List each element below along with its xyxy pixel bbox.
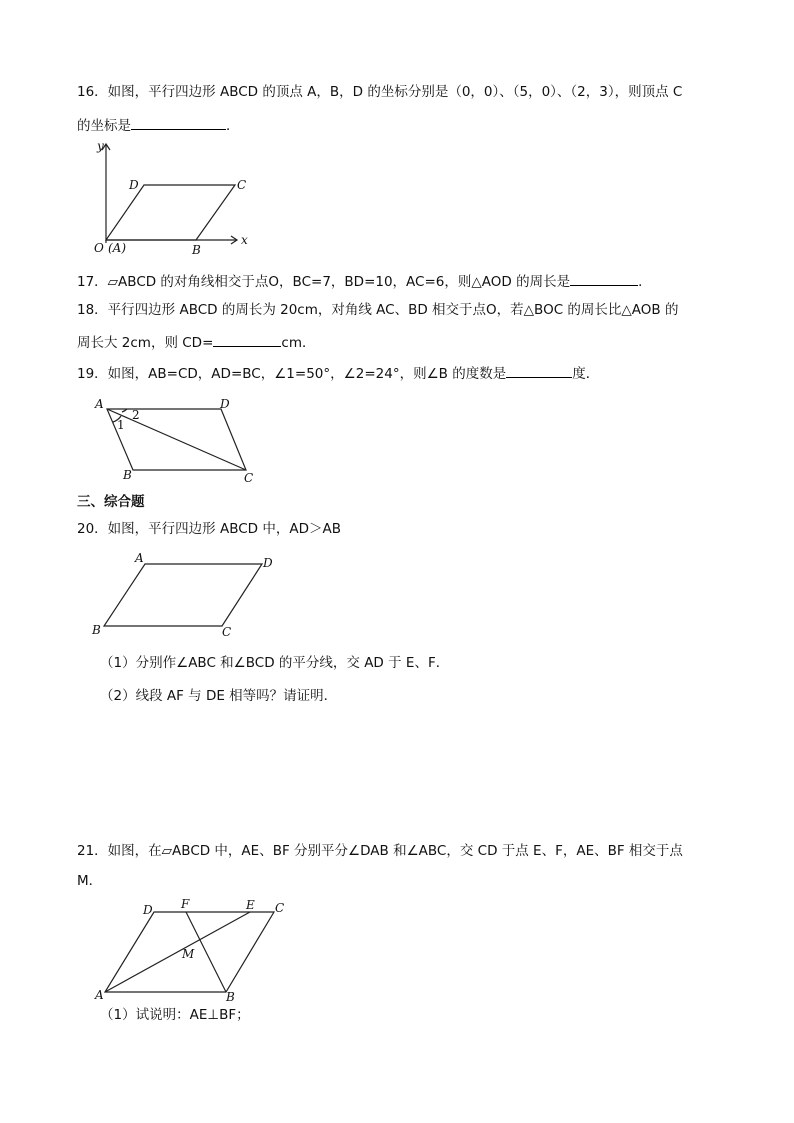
section-title: 三、综合题 (77, 494, 145, 510)
q16-coordinate-figure (85, 138, 255, 258)
q16-label-D: D (129, 178, 139, 192)
q20-parallelogram-figure (88, 548, 288, 643)
q16-line1: 16．如图，平行四边形 ABCD 的顶点 A，B，D 的坐标分别是（0，0）、（5，0）、（2，3），则顶点 C (77, 84, 683, 100)
q17-suffix: ． (638, 274, 652, 290)
q18-answer-blank[interactable] (213, 331, 281, 347)
q16-label-A: (A) (108, 241, 127, 255)
q21-part1: （1）试说明：AE⊥BF； (100, 1007, 250, 1023)
q16-label-x: x (241, 233, 248, 247)
q21-label-E: E (246, 898, 255, 912)
q16-line2-prefix: 的坐标是 (77, 118, 131, 134)
q18-line1: 18．平行四边形 ABCD 的周长为 20cm，对角线 AC、BD 相交于点O，若△BOC 的周长比△AOB 的 (77, 302, 679, 318)
q21-label-F: F (181, 897, 190, 911)
q16-line2-suffix: ． (226, 118, 240, 134)
q20-part1: （1）分别作∠ABC 和∠BCD 的平分线，交 AD 于 E、F． (100, 655, 450, 671)
q19-label-B: B (123, 468, 132, 482)
q19-suffix: 度． (572, 366, 600, 382)
q18-line2-prefix: 周长大 2cm，则 CD= (77, 335, 214, 351)
q20-label-B: B (92, 623, 101, 637)
q17-line (77, 270, 652, 292)
q20-label-D: D (263, 556, 273, 570)
q18-line2-suffix: cm． (281, 335, 316, 351)
q19-line (77, 362, 599, 384)
q19-angle1-label: 1 (117, 418, 125, 432)
q19-label-A: A (95, 397, 104, 411)
q20-part2: （2）线段 AF 与 DE 相等吗？请证明． (100, 688, 338, 704)
q21-label-A: A (95, 988, 104, 1002)
q19-label-D: D (220, 397, 230, 411)
q21-label-C: C (275, 901, 285, 915)
q19-parallelogram-figure (90, 393, 265, 488)
q18-line2 (77, 331, 315, 353)
q19-angle2-label: 2 (132, 408, 140, 422)
q20-label-C: C (222, 625, 232, 639)
q17-answer-blank[interactable] (570, 270, 638, 286)
q19-prefix: 19．如图，AB=CD，AD=BC，∠1=50°，∠2=24°，则∠B 的度数是 (77, 366, 507, 382)
q21-label-B: B (226, 990, 235, 1004)
q21-label-M: M (182, 947, 195, 961)
q21-line2: M． (77, 873, 103, 889)
q16-label-O: O (94, 241, 104, 255)
q19-answer-blank[interactable] (506, 362, 572, 378)
q17-prefix: 17．▱ABCD 的对角线相交于点O，BC=7，BD=10，AC=6，则△AOD 的周长是 (77, 274, 571, 290)
q16-line2 (77, 114, 240, 136)
q20-stem: 20．如图，平行四边形 ABCD 中，AD＞AB (77, 521, 341, 537)
q16-label-C: C (237, 178, 247, 192)
q20-label-A: A (135, 551, 144, 565)
q16-answer-blank[interactable] (131, 114, 226, 130)
q21-label-D: D (143, 903, 153, 917)
q21-line1: 21．如图，在▱ABCD 中，AE、BF 分别平分∠DAB 和∠ABC，交 CD 于点 E、F，AE、BF 相交于点 (77, 843, 683, 859)
q21-parallelogram-figure (90, 895, 300, 1005)
q16-label-y: y (97, 139, 104, 153)
q19-label-C: C (244, 471, 254, 485)
q16-label-B: B (192, 243, 201, 257)
